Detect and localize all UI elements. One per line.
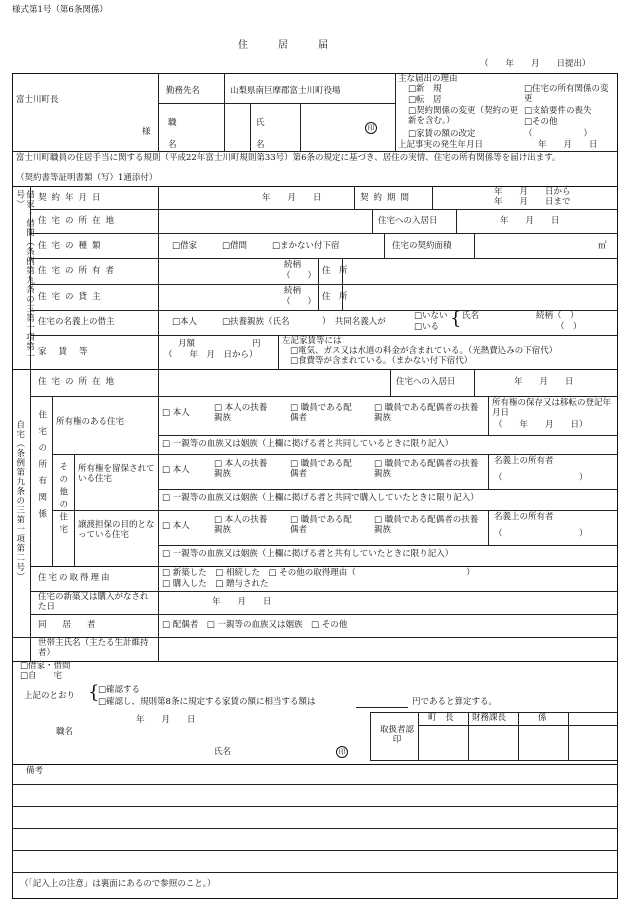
retained-self[interactable]: □ 本人 [162, 465, 190, 475]
rent-from: （ 年 月 日から） [164, 350, 258, 360]
owner-relation: 続柄 [284, 260, 302, 270]
retained-spouse-dependent[interactable]: □ 職員である配偶者の扶養親族 [374, 459, 479, 479]
built-date-label: 住宅の新築又は購入がなされた日 [38, 592, 149, 612]
householder-label: 世帯主氏名（主たる生計維持者） [38, 638, 149, 658]
kind-rental-house[interactable]: □借家 [172, 241, 198, 251]
remarks-label: 備考 [26, 766, 44, 776]
contract-date-value: 年 月 日 [262, 193, 322, 203]
acquisition-label: 住宅の取得理由 [38, 573, 112, 583]
owner-label: 住宅の所有者 [38, 266, 120, 276]
mayor-address: 富士川町長 [16, 95, 59, 105]
stamp-staff: 係 [538, 713, 547, 723]
stamp-finance: 財務課長 [472, 713, 507, 723]
retained-spouse[interactable]: □ 職員である配偶者 [290, 459, 352, 479]
stamp-mayor: 町 長 [428, 713, 454, 723]
own-move-in-label: 住宅への入居日 [396, 377, 456, 387]
contract-date-label: 契約年月日 [38, 193, 106, 203]
co-name-label: 氏名 [462, 311, 480, 321]
confirm-option-2[interactable]: □確認し、規則第8条に規定する家賃の額に相当する額は [98, 697, 316, 707]
nominee-self[interactable]: □本人 [172, 317, 198, 327]
ownership-side: 住宅の所有関係 [36, 410, 47, 526]
lender-relation-paren: （ ） [282, 297, 317, 307]
built-date-value: 年 月 日 [212, 597, 272, 607]
rent-amount-blank[interactable] [356, 707, 408, 708]
house-kind-label: 住宅の種類 [38, 241, 106, 251]
confirm-name: 氏名 [214, 747, 232, 757]
reason-new[interactable]: □新 規 [408, 84, 442, 94]
nominee-label: 住宅の名義上の借主 [38, 317, 115, 327]
collateral-spouse-dependent[interactable]: □ 職員である配偶者の扶養親族 [374, 515, 479, 535]
cohabitant-options[interactable]: □ 配偶者 □ 一親等の血族又は姻族 □ その他 [162, 620, 348, 630]
confirm-kind-own[interactable]: □自 宅 [20, 671, 63, 681]
rent-note-meals[interactable]: □食費等が含まれている。（まかない付下宿代） [290, 356, 473, 366]
co-nominee-yes[interactable]: □いる [414, 322, 440, 332]
form-number: 様式第1号（第6条関係） [12, 5, 108, 15]
co-relation-paren: （ ） [556, 322, 582, 332]
confirm-kind-rental[interactable]: □借家・借間 [20, 661, 71, 671]
owned-house-label: 所有権のある住宅 [56, 417, 125, 427]
collateral-nominal-paren: （ ） [494, 529, 588, 539]
brace-nominee: { [450, 308, 462, 329]
retained-house-label: 所有権を留保されている住宅 [78, 464, 155, 484]
form-title: 住 居 届 [238, 40, 328, 51]
kind-rental-room[interactable]: □借間 [222, 241, 248, 251]
reason-title: 主な届出の理由 [398, 74, 458, 84]
fact-date-value: 年 月 日 [538, 140, 598, 150]
confirm-date: 年 月 日 [136, 715, 196, 725]
fact-date-label: 上記事実の発生年月日 [398, 140, 484, 150]
own-move-in-value: 年 月 日 [514, 377, 574, 387]
rent-side-label: 借家・借間（条例第九条の三第一項第一号） [14, 190, 35, 361]
reason-move[interactable]: □転 居 [408, 95, 442, 105]
confirm-option-2-end: 円であると算定する。 [412, 697, 498, 707]
handler-seal-label: 取扱者認印 [379, 725, 414, 745]
footer-note: （「記入上の注意」は裏面にあるので参照のこと。） [20, 879, 216, 889]
rent-address-label: 住宅の所在地 [38, 216, 120, 226]
collateral-nominal-owner: 名義上の所有者 [494, 512, 554, 522]
owned-self[interactable]: □ 本人 [162, 408, 190, 418]
intro-text: 富士川町職員の住居手当に関する規則（平成22年富士川町規則第33号）第6条の規定に基づき、居住の実情、住宅の所有関係等を届け出ます。 [16, 153, 561, 163]
owned-dependent[interactable]: □ 本人の扶養親族 [214, 403, 268, 423]
collateral-dependent[interactable]: □ 本人の扶養親族 [214, 515, 268, 535]
owned-spouse[interactable]: □ 職員である配偶者 [290, 403, 352, 423]
rent-note-title: 左記家賃等には [282, 336, 342, 346]
retained-nominal-owner: 名義上の所有者 [494, 456, 554, 466]
lender-address-label: 住 所 [322, 292, 348, 302]
period-from: 年 月 日から [494, 187, 571, 197]
lender-label: 住宅の貸主 [38, 292, 106, 302]
lender-relation: 続柄 [284, 286, 302, 296]
nominee-dependent[interactable]: □扶養親族（氏名 [222, 317, 290, 327]
confirm-as-above: 上記のとおり [24, 691, 76, 701]
reason-contract-change[interactable]: □契約関係の変更（契約の更新を含む。） [408, 106, 519, 126]
area-unit: ㎡ [598, 241, 607, 251]
submit-date: （ 年 月 日提出） [480, 59, 591, 69]
reg-date-value: （ 年 月 日） [494, 420, 588, 430]
contract-period-label: 契約期間 [360, 193, 415, 203]
owner-relation-paren: （ ） [282, 271, 317, 281]
other-house-side: その他の住宅 [57, 462, 68, 537]
collateral-blood-relative[interactable]: □ 一親等の血族又は姻族（上欄に掲げる者と共有していたときに限り記入） [162, 549, 454, 559]
period-to: 年 月 日まで [494, 197, 571, 207]
kind-boarding[interactable]: □まかない付下宿 [272, 241, 340, 251]
rent-label: 家賃等 [38, 347, 100, 357]
workplace-label: 勤務先名 [166, 86, 201, 96]
reason-loss[interactable]: □支給要件の喪失 [524, 106, 592, 116]
intro-attach: （契約書等証明書類（写）1通添付） [16, 173, 158, 183]
monthly-label: 月額 [178, 339, 196, 349]
retained-nominal-paren: （ ） [494, 473, 588, 483]
retained-blood-relative[interactable]: □ 一親等の血族又は姻族（上欄に掲げる者と共同で購入していたときに限り記入） [162, 493, 479, 503]
co-nominee-label: ） 共同名義人が [322, 317, 386, 327]
owned-spouse-dependent[interactable]: □ 職員である配偶者の扶養親族 [374, 403, 479, 423]
own-address-label: 住宅の所在地 [38, 377, 120, 387]
reason-rent-revision[interactable]: □家賃の額の改定 [408, 129, 476, 139]
co-relation-label: 続柄（ ） [536, 311, 579, 321]
owned-blood-relative[interactable]: □ 一親等の血族又は姻族（上欄に掲げる者と共同しているときに限り記入） [162, 439, 454, 449]
workplace-value: 山梨県南巨摩郡富士川町役場 [230, 86, 341, 96]
brace-confirm: { [88, 682, 100, 703]
yen-label: 円 [252, 339, 261, 349]
reason-ownership-change[interactable]: □住宅の所有関係の変更 [524, 84, 609, 104]
area-label: 住宅の契約面積 [392, 241, 452, 251]
reason-other[interactable]: □その他 [524, 117, 558, 127]
reg-date-label: 所有権の保存又は移転の登記年月日 [492, 398, 612, 418]
confirm-seal: 印 [336, 746, 348, 758]
confirm-job: 職名 [56, 727, 74, 737]
rent-note-utilities[interactable]: □電気、ガス又は水道の料金が含まれている。（光熱費込みの下宿代） [290, 346, 558, 356]
sama-label: 様 [142, 127, 151, 137]
rent-move-in-value: 年 月 日 [500, 216, 560, 226]
confirm-option-1[interactable]: □確認する [98, 685, 141, 695]
cohabitant-label: 同居者 [38, 620, 112, 630]
collateral-self[interactable]: □ 本人 [162, 521, 190, 531]
acquisition-row2[interactable]: □ 購入した □ 贈与された [162, 579, 269, 589]
applicant-seal: 印 [365, 122, 377, 134]
rent-move-in-label: 住宅への入居日 [378, 216, 438, 226]
owner-address-label: 住 所 [322, 266, 348, 276]
retained-dependent[interactable]: □ 本人の扶養親族 [214, 459, 268, 479]
collateral-house-label: 譲渡担保の目的となっている住宅 [78, 520, 155, 540]
job-label: 職名 [168, 118, 177, 150]
reason-other-blank: （ ） [524, 129, 593, 139]
own-side-label: 自宅（条例第九条の三第一項第二号） [14, 420, 25, 582]
collateral-spouse[interactable]: □ 職員である配偶者 [290, 515, 352, 535]
acquisition-row1[interactable]: □ 新築した □ 相続した □ その他の取得理由（ ） [162, 568, 475, 578]
co-nominee-none[interactable]: □いない [414, 311, 448, 321]
name-label: 氏名 [256, 118, 265, 150]
